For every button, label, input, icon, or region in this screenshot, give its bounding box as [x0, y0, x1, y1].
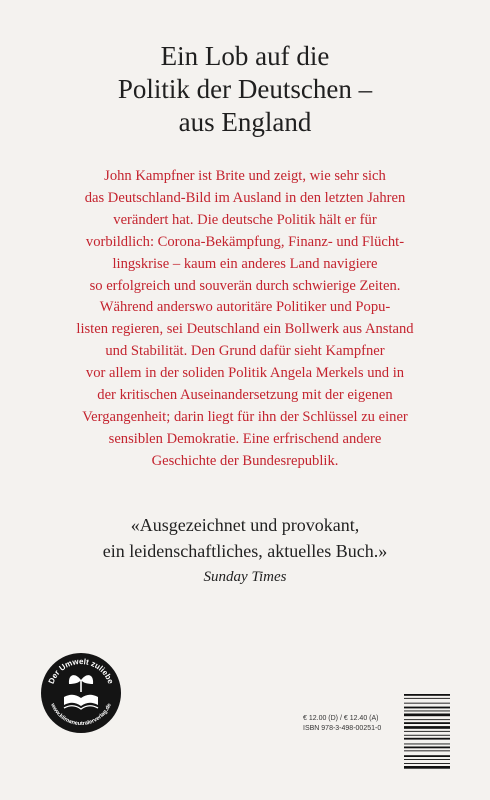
- blurb-line: Während anderswo autoritäre Politiker und Popu-: [99, 299, 391, 316]
- seal-bottom-text: www.klimaneutralerverlag.de: [49, 702, 113, 728]
- blurb-line: vorbildlich: Corona-Bekämpfung, Finanz- und Flücht-: [85, 233, 405, 250]
- headline-line: aus England: [178, 107, 312, 137]
- blurb-line: verändert hat. Die deutsche Politik hält er für: [113, 211, 377, 228]
- blurb-line: Geschichte der Bundesrepublik.: [151, 452, 339, 469]
- headline-line: Politik der Deutschen –: [117, 74, 373, 104]
- climate-neutral-seal: [40, 652, 122, 734]
- blurb-line: lingskrise – kaum ein anderes Land navigiere: [112, 255, 378, 272]
- blurb-line: der kritischen Auseinandersetzung mit der eigenen: [97, 387, 393, 404]
- seal-top-text: Der Umwelt zuliebe: [46, 656, 116, 686]
- blurb-line: sensiblen Demokratie. Eine erfrischend andere: [108, 430, 382, 447]
- isbn-text: ISBN 978-3-498-00251-0: [303, 725, 382, 732]
- blurb-text: [0, 166, 490, 473]
- isbn-barcode: [404, 694, 450, 772]
- headline-line: Ein Lob auf die: [160, 41, 330, 71]
- price-text: € 12.00 (D) / € 12.40 (A): [303, 715, 379, 722]
- quote-line: ein leidenschaftliches, aktuelles Buch.»: [102, 541, 388, 561]
- blurb-line: John Kampfner ist Brite und zeigt, wie sehr sich: [104, 168, 386, 184]
- blurb-line: Vergangenheit; darin liegt für ihn der Schlüssel zu einer: [82, 408, 408, 425]
- blurb-line: listen regieren, sei Deutschland ein Bollwerk aus Anstand: [76, 321, 414, 338]
- blurb-line: das Deutschland-Bild im Ausland in den letzten Jahren: [84, 189, 406, 206]
- blurb-line: so erfolgreich und souverän durch schwierige Zeiten.: [89, 277, 401, 294]
- quote-source: Sunday Times: [203, 569, 287, 585]
- blurb-line: vor allem in der soliden Politik Angela Merkels und in: [85, 365, 405, 382]
- blurb-line: und Stabilität. Den Grund dafür sieht Kampfner: [105, 343, 385, 360]
- headline: [0, 40, 490, 139]
- press-quote: [0, 512, 490, 588]
- quote-line: «Ausgezeichnet und provokant,: [130, 515, 360, 535]
